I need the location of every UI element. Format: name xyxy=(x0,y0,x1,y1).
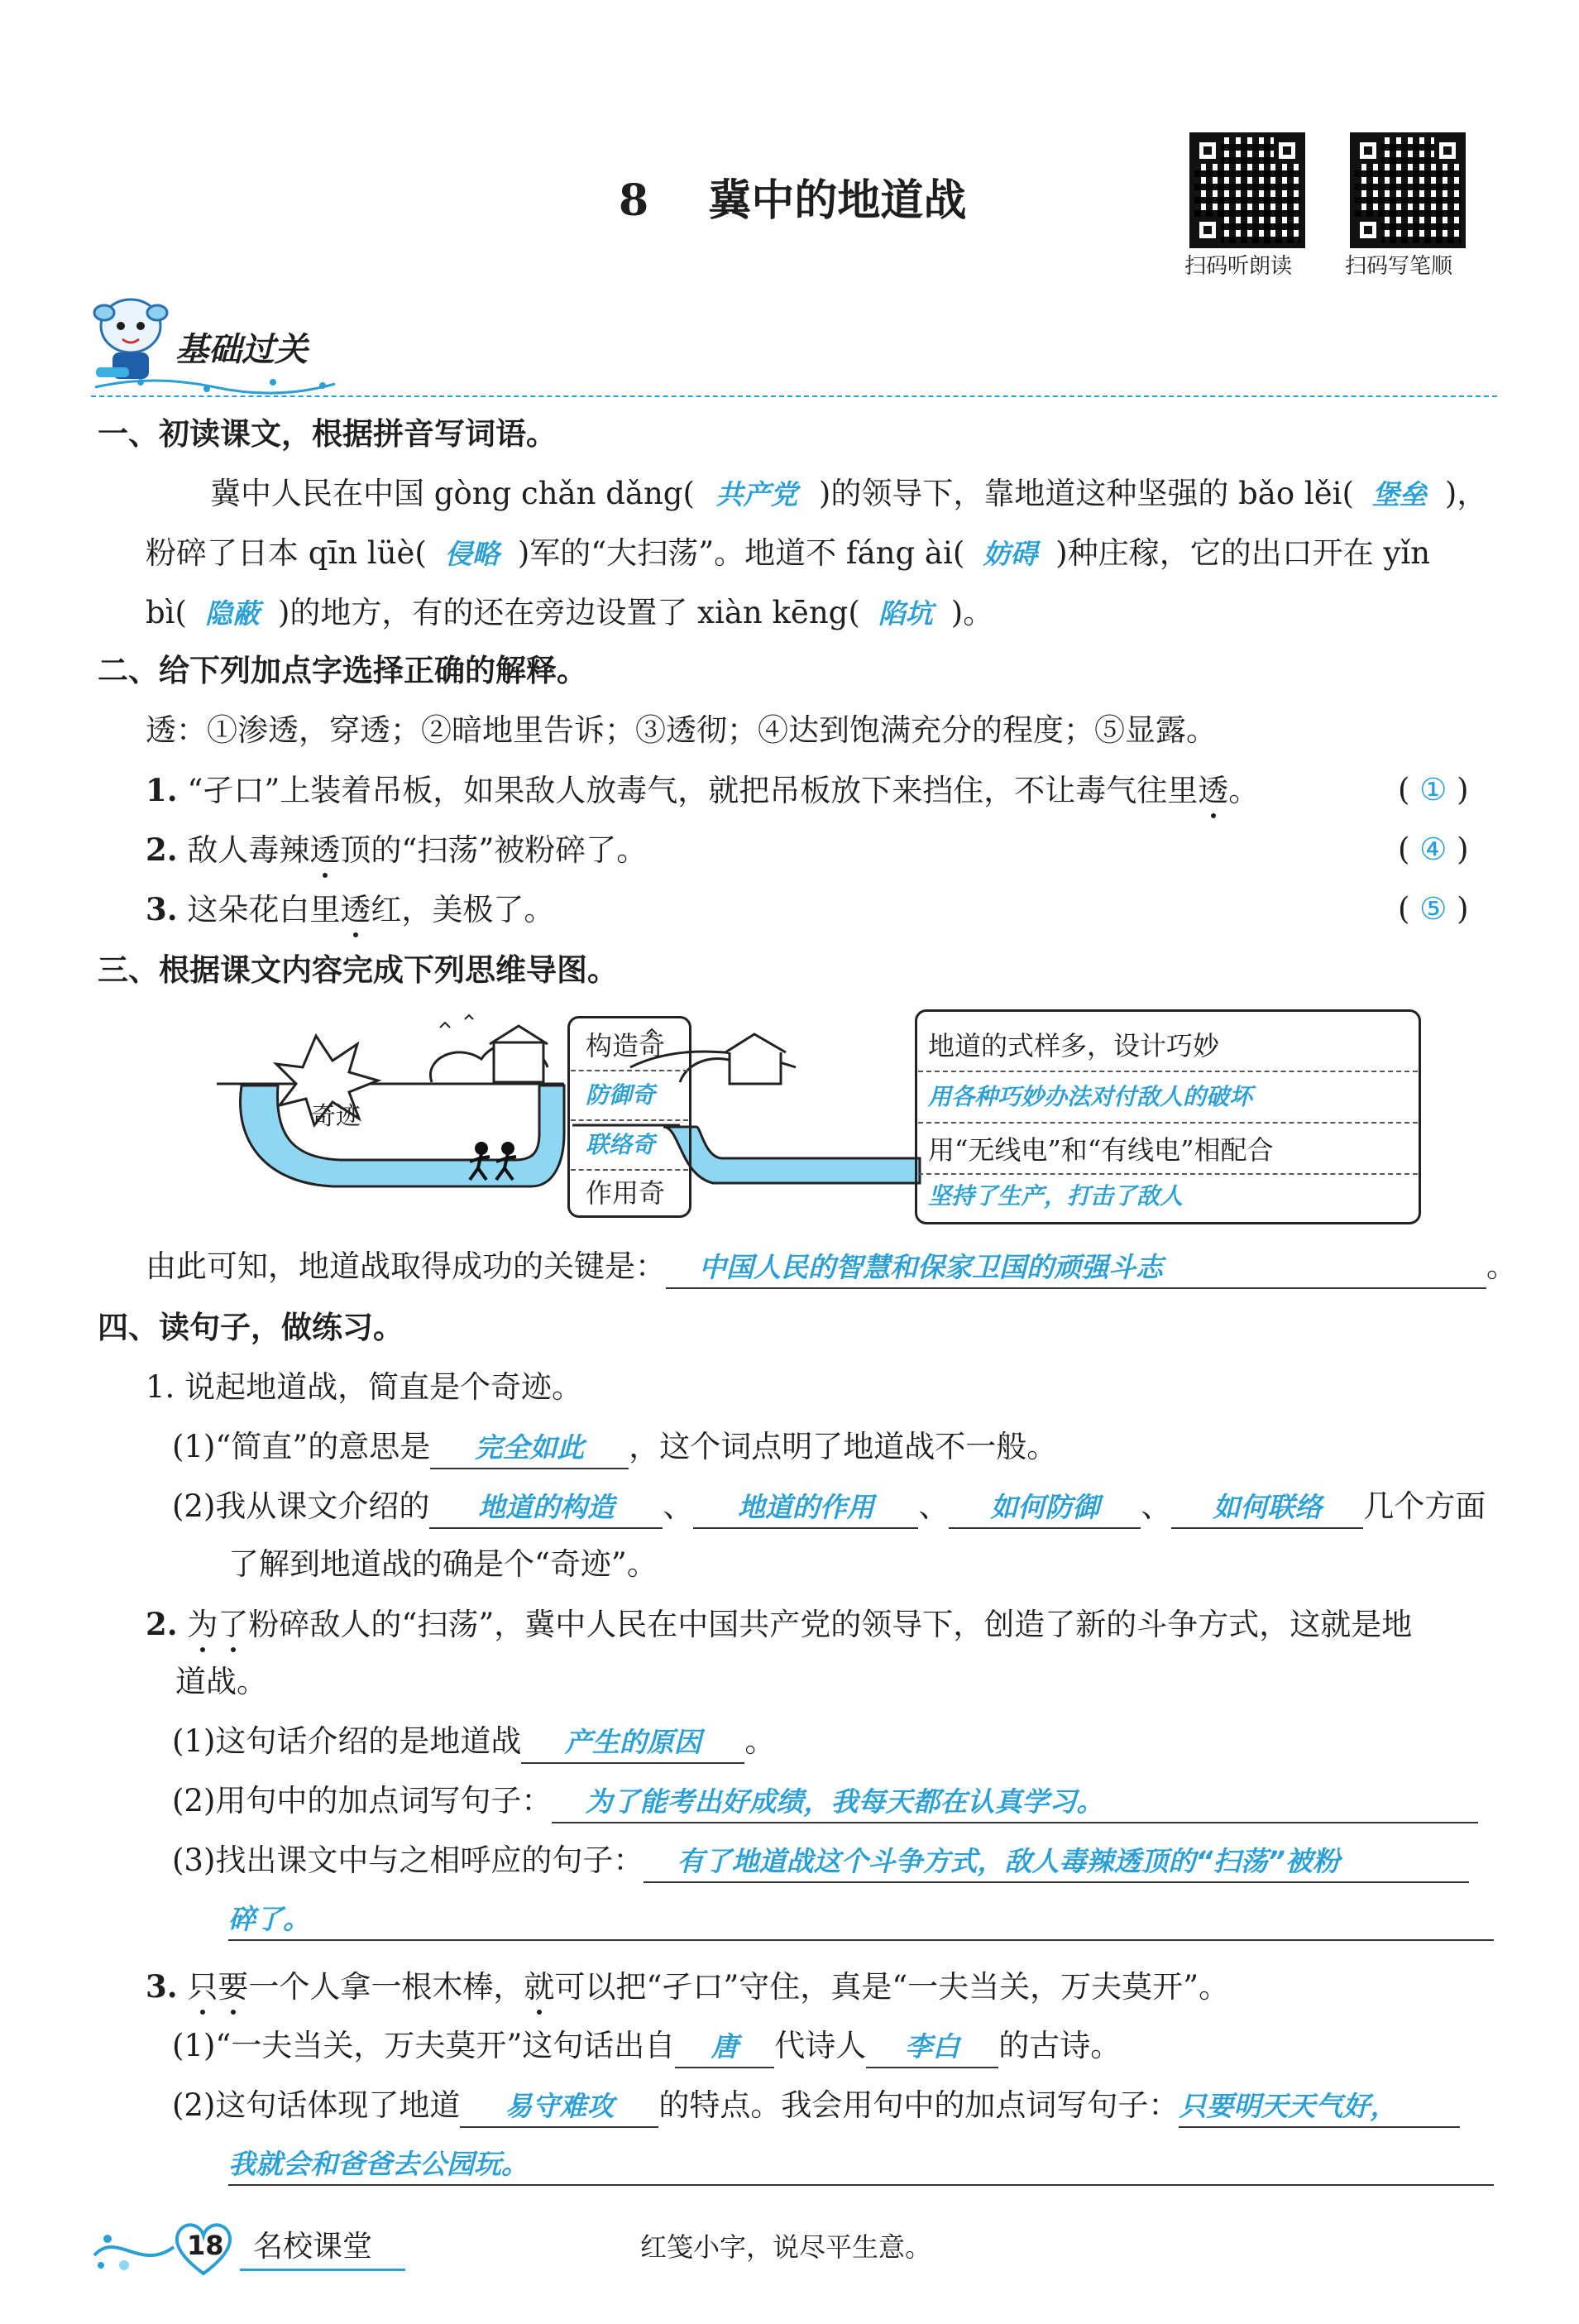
right-item-1: 地道的式样多，设计巧妙 xyxy=(928,1030,1220,1061)
section-badge: 基础过关 xyxy=(175,331,308,369)
answer: 如何防御 xyxy=(990,1491,1100,1523)
answer: 唐 xyxy=(711,2030,739,2063)
answer: 地道的作用 xyxy=(737,1491,874,1523)
qr-right-label: 扫码写笔顺 xyxy=(1345,254,1453,279)
answer: 李白 xyxy=(905,2030,960,2063)
brand-name: 名校课堂 xyxy=(253,2230,373,2264)
answer: 碎了。 xyxy=(228,1903,310,1935)
s3-conclusion: 由此可知，地道战取得成功的关键是： 中国人民的智慧和保家卫国的顽强斗志 。 xyxy=(146,1246,1517,1289)
answer: 共产党 xyxy=(715,478,798,510)
answer: 产生的原因 xyxy=(564,1726,701,1758)
s4-q3-2-cont xyxy=(228,2143,1494,2186)
s4-q3: 3. 只要一个人拿一根木棒，就可以把“孑口”守住，真是“一夫当关，万夫莫开”。 xyxy=(146,1966,1229,2008)
right-item-2: 用各种巧妙办法对付敌人的破坏 xyxy=(928,1083,1253,1110)
lesson-name: 冀中的地道战 xyxy=(708,175,967,226)
lesson-number: 8 xyxy=(619,175,649,226)
answer: 地道的构造 xyxy=(477,1491,615,1523)
lesson-title xyxy=(619,172,966,230)
s2-question-1: 1. “孑口”上装着吊板，如果敌人放毒气，就把吊板放下来挡住，不让毒气往里透。 xyxy=(146,769,1259,812)
answer: 如何联络 xyxy=(1213,1491,1323,1523)
s4-q2-3: (3)找出课文中与之相呼应的句子： 有了地道战这个斗争方式，敌人毒辣透顶的“扫荡”被粉 xyxy=(172,1840,1469,1883)
answer: 只要明天天气好， xyxy=(1179,2090,1398,2122)
mid-item-2: 防御奇 xyxy=(586,1081,656,1109)
answer: 中国人民的智慧和保家卫国的顽强斗志 xyxy=(699,1251,1163,1283)
s2-answer-3: ( ⑤ ) xyxy=(1398,891,1469,927)
qr-code-stroke-order[interactable] xyxy=(1350,132,1466,248)
section-2-heading: 二、给下列加点字选择正确的解释。 xyxy=(98,653,587,688)
section-1-heading: 一、初读课文，根据拼音写词语。 xyxy=(98,416,557,452)
s4-q3-1: (1)“一夫当关，万夫莫开”这句话出自 唐 代诗人 李白 的古诗。 xyxy=(172,2025,1121,2068)
badge-divider xyxy=(91,395,1497,397)
qr-left-label: 扫码听朗读 xyxy=(1184,254,1293,279)
answer: 堡垒 xyxy=(1371,478,1427,510)
footer-rule xyxy=(240,2269,405,2271)
answer: 陷坑 xyxy=(878,597,933,630)
footer-motto: 红笺小字，说尽平生意。 xyxy=(640,2231,932,2263)
section-3-heading: 三、根据课文内容完成下列思维导图。 xyxy=(98,952,618,988)
s4-q2-1: (1)这句话介绍的是地道战 产生的原因 。 xyxy=(172,1721,775,1764)
right-item-4: 坚持了生产，打击了敌人 xyxy=(928,1182,1184,1210)
answer: 我就会和爸爸去公园玩。 xyxy=(228,2148,529,2180)
s4-q2-2: (2)用句中的加点词写句子： 为了能考出好成绩，我每天都在认真学习。 xyxy=(172,1780,1478,1823)
s2-question-2: 2. 敌人毒辣透顶的“扫荡”被粉碎了。 xyxy=(146,829,647,871)
section-4-heading: 四、读句子，做练习。 xyxy=(98,1310,404,1345)
s4-q1: 1. 说起地道战，简直是个奇迹。 xyxy=(146,1369,583,1405)
answer: 妨碍 xyxy=(983,538,1038,570)
s1-line-2: 粉碎了日本 qīn lüè( 侵略 )军的“大扫荡”。地道不 fáng ài( 妨碍 )种庄稼，它的出口开在 yǐn xyxy=(146,533,1430,575)
answer: 侵略 xyxy=(444,538,500,570)
answer: 易守难攻 xyxy=(505,2090,615,2122)
mid-item-4: 作用奇 xyxy=(586,1177,666,1209)
s4-q2-cont: 道战。 xyxy=(175,1664,267,1699)
s2-answer-1: ( ① ) xyxy=(1398,772,1469,807)
badge-underline-vine xyxy=(91,372,339,397)
answer: 为了能考出好成绩，我每天都在认真学习。 xyxy=(585,1785,1104,1818)
s4-q3-2: (2)这句话体现了地道 易守难攻 的特点。我会用句中的加点词写句子：只要明天天气好， xyxy=(172,2085,1460,2128)
s4-q1-2-cont: 了解到地道战的确是个“奇迹”。 xyxy=(228,1546,658,1582)
answer: 隐蔽 xyxy=(204,597,260,630)
qr-code-reading[interactable] xyxy=(1189,132,1305,248)
s2-definitions: 透：①渗透，穿透；②暗地里告诉；③透彻；④达到饱满充分的程度；⑤显露。 xyxy=(146,712,1217,748)
s4-q1-1: (1)“简直”的意思是 完全如此 ，这个词点明了地道战不一般。 xyxy=(172,1426,1057,1469)
s1-line-1: 冀中人民在中国 gòng chǎn dǎng( 共产党 )的领导下，靠地道这种坚强的 bǎo lěi( 堡垒 )， xyxy=(210,473,1487,515)
answer: 完全如此 xyxy=(475,1431,585,1464)
s4-q2: 2. 为了粉碎敌人的“扫荡”，冀中人民在中国共产党的领导下，创造了新的斗争方式，这就是地 xyxy=(146,1603,1412,1646)
mid-item-3: 联络奇 xyxy=(586,1131,656,1158)
s4-q2-3-cont xyxy=(228,1898,1494,1941)
s4-q1-2: (2)我从课文介绍的 地道的构造 、 地道的作用 、 如何防御 、 如何联络 几个方面 xyxy=(172,1486,1486,1529)
s2-question-3: 3. 这朵花白里透红，美极了。 xyxy=(146,889,554,931)
s1-line-3: bì( 隐蔽 )的地方，有的还在旁边设置了 xiàn kēng( 陷坑 )。 xyxy=(146,592,993,635)
s2-answer-2: ( ④ ) xyxy=(1398,831,1469,867)
mid-item-1: 构造奇 xyxy=(586,1030,666,1061)
right-item-3: 用“无线电”和“有线电”相配合 xyxy=(928,1134,1274,1166)
page-number: 18 xyxy=(187,2230,224,2261)
miracle-label: 奇迹 xyxy=(311,1102,361,1131)
answer: 有了地道战这个斗争方式，敌人毒辣透顶的“扫荡”被粉 xyxy=(677,1845,1340,1877)
